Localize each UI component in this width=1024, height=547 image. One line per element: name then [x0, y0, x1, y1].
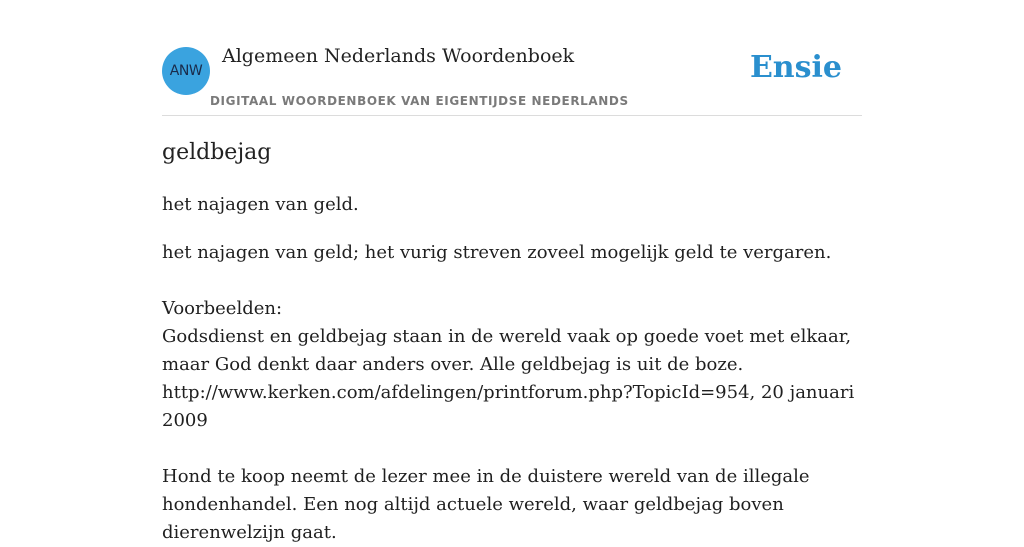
examples-label: Voorbeelden:	[162, 298, 283, 319]
example-text: Hond te koop neemt de lezer mee in de duistere wereld van de illegale hondenhandel. Een nog altijd actuele wereld, waar geldbejag boven dierenwelzijn gaat.	[162, 466, 810, 543]
entry-content	[162, 239, 867, 547]
site-subtitle: DIGITAAL WOORDENBOEK VAN EIGENTIJDSE NEDERLANDS	[210, 94, 629, 108]
page	[162, 0, 862, 543]
page-title: geldbejag	[162, 140, 272, 165]
ensie-logo[interactable]: Ensie	[749, 50, 842, 85]
header-divider	[162, 115, 862, 116]
example-source: http://www.kerken.com/afdelingen/printforum.php?TopicId=954, 20 januari 2009	[162, 382, 855, 431]
anw-logo[interactable]	[162, 47, 210, 95]
site-title[interactable]: Algemeen Nederlands Woordenboek	[222, 45, 575, 67]
example-text: Godsdienst en geldbejag staan in de wereld vaak op goede voet met elkaar, maar God denkt daar anders over. Alle geldbejag is uit de boze.	[162, 326, 852, 375]
logo-text: ANW	[169, 63, 203, 79]
definition: het najagen van geld; het vurig streven zoveel mogelijk geld te vergaren.	[162, 242, 832, 263]
short-definition: het najagen van geld.	[162, 194, 359, 215]
